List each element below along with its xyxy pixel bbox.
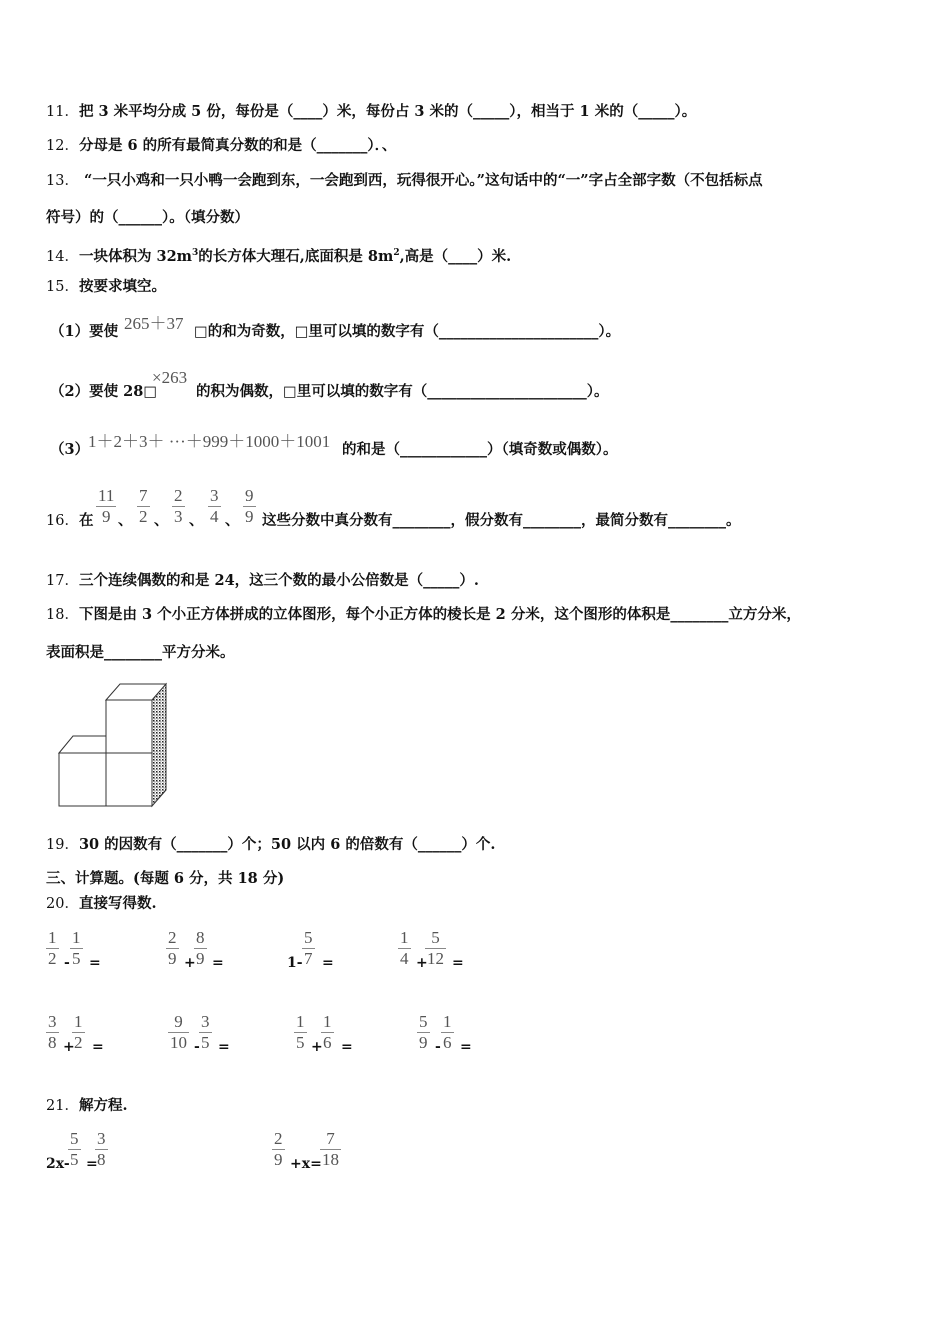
q15-part3-text: 的和是（____________）（填奇数或偶数）。 — [342, 441, 618, 458]
section-heading: 三、计算题。(每题 6 分，共 18 分) — [46, 870, 285, 887]
question-text: 直接写得数. — [78, 895, 157, 912]
operator: + — [311, 1039, 323, 1055]
superscript-3: 3 — [192, 248, 199, 258]
q15-part1-text: □的和为奇数，□里可以填的数字有（______________________）。 — [194, 323, 621, 340]
fraction: 3 8 — [48, 1012, 57, 1052]
fraction: 3 8 — [97, 1129, 106, 1169]
question-11 — [46, 103, 696, 121]
q15-part2-expression: ×263 — [152, 368, 188, 387]
equals-sign: = — [89, 955, 101, 971]
operator: - — [194, 1039, 200, 1055]
separator: 、 — [225, 512, 240, 529]
question-16-label — [46, 512, 93, 530]
question-number: 19． — [46, 837, 79, 853]
question-number: 14． — [46, 248, 79, 265]
superscript-2: 2 — [393, 248, 400, 258]
separator: 、 — [154, 512, 169, 529]
question-number: 18． — [46, 607, 79, 623]
q16-fraction-2: 7 2 — [139, 486, 148, 526]
question-18 — [46, 606, 801, 624]
q15-part3-expression: 1＋2＋3＋ ···＋999＋1000＋1001 — [88, 432, 331, 451]
equation-1-prefix: 2x- — [46, 1156, 70, 1172]
question-19 — [46, 836, 495, 854]
fraction: 8 9 — [196, 928, 205, 968]
equals-sign: = — [460, 1039, 472, 1055]
operator: - — [64, 955, 70, 971]
fraction: 2 9 — [168, 928, 177, 968]
operator: - — [435, 1039, 441, 1055]
separator: 、 — [189, 512, 204, 529]
question-13 — [46, 172, 763, 190]
question-text-post: ,高是（____）米. — [399, 247, 512, 265]
fraction: 5 5 — [70, 1129, 79, 1169]
question-text-line1: 下图是由 3 个小正方体拼成的立体图形，每个小正方体的棱长是 2 分米，这个图形的体积是________立方分米， — [78, 606, 801, 623]
q16-fraction-4: 3 4 — [210, 486, 219, 526]
fraction: 5 9 — [419, 1012, 428, 1052]
equals-sign: = — [341, 1039, 353, 1055]
question-20 — [46, 895, 157, 913]
fraction: 5 7 — [304, 928, 313, 968]
q16-fraction-3: 2 3 — [174, 486, 183, 526]
equals-sign: = — [212, 955, 224, 971]
fraction: 1 6 — [323, 1012, 332, 1052]
question-15 — [46, 278, 166, 296]
equals-sign: = — [92, 1039, 104, 1055]
question-text-pre: 在 — [78, 512, 94, 529]
fraction: 1 2 — [48, 928, 57, 968]
cube-figure — [54, 678, 172, 810]
equals-sign: = — [452, 955, 464, 971]
q15-part3-label: （3） — [50, 441, 90, 458]
question-number: 20． — [46, 896, 79, 912]
equals-sign: = — [86, 1156, 98, 1172]
equals-sign: = — [322, 955, 334, 971]
fraction: 9 10 — [170, 1012, 187, 1052]
fraction: 5 12 — [427, 928, 444, 968]
equals-sign: = — [218, 1039, 230, 1055]
operator: + — [184, 955, 196, 971]
question-18-line2: 表面积是________平方分米。 — [46, 644, 235, 661]
question-number: 12． — [46, 138, 79, 154]
question-number: 17． — [46, 573, 79, 589]
prefix: 1- — [287, 955, 303, 971]
question-number: 11． — [46, 104, 79, 120]
question-12 — [46, 137, 396, 155]
question-text: 把 3 米平均分成 5 份，每份是（____）米，每份占 3 米的（_____），相当于 1 米的（_____）。 — [78, 103, 697, 120]
question-text: 按要求填空。 — [78, 278, 166, 295]
question-21 — [46, 1097, 128, 1115]
question-17 — [46, 572, 479, 590]
fraction: 1 5 — [72, 928, 81, 968]
fraction: 1 6 — [443, 1012, 452, 1052]
fraction: 1 5 — [296, 1012, 305, 1052]
q16-fraction-5: 9 9 — [245, 486, 254, 526]
fraction: 7 18 — [322, 1129, 339, 1169]
question-text-line1: “一只小鸡和一只小鸭一会跑到东，一会跑到西，玩得很开心。”这句话中的“一”字占全部字数（不包括标点 — [84, 172, 763, 189]
question-text: 分母是 6 的所有最简真分数的和是（_______）．、 — [78, 137, 397, 154]
q15-part2-text: 的积为偶数，□里可以填的数字有（______________________）。 — [196, 383, 609, 400]
fraction: 3 5 — [201, 1012, 210, 1052]
question-16-text: 这些分数中真分数有________，假分数有________，最简分数有________。 — [262, 512, 741, 529]
q15-part1-label: （1）要使 — [50, 323, 119, 340]
question-text: 一块体积为 32m — [78, 247, 193, 265]
question-13-line2: 符号）的（______）。（填分数） — [46, 209, 249, 226]
question-number: 15． — [46, 279, 79, 295]
operator: + — [416, 955, 428, 971]
q15-part2-label: （2）要使 28□ — [50, 383, 158, 400]
q15-part1-expression: 265＋37 — [124, 314, 184, 333]
question-number: 21． — [46, 1098, 79, 1114]
fraction: 1 2 — [74, 1012, 83, 1052]
question-text: 解方程. — [78, 1097, 128, 1114]
question-text: 30 的因数有（_______）个；50 以内 6 的倍数有（______）个. — [78, 836, 496, 853]
question-text-mid: 的长方体大理石,底面积是 8m — [198, 247, 394, 265]
q16-fraction-1: 11 9 — [98, 486, 115, 526]
fraction: 1 4 — [400, 928, 409, 968]
separator: 、 — [118, 512, 133, 529]
fraction: 2 9 — [274, 1129, 283, 1169]
question-text: 三个连续偶数的和是 24，这三个数的最小公倍数是（_____）. — [78, 572, 479, 589]
operator: + — [63, 1039, 75, 1055]
question-number: 13． — [46, 173, 79, 189]
question-14 — [46, 244, 511, 266]
question-number: 16． — [46, 513, 79, 529]
equation-2-middle: +x= — [290, 1156, 322, 1172]
